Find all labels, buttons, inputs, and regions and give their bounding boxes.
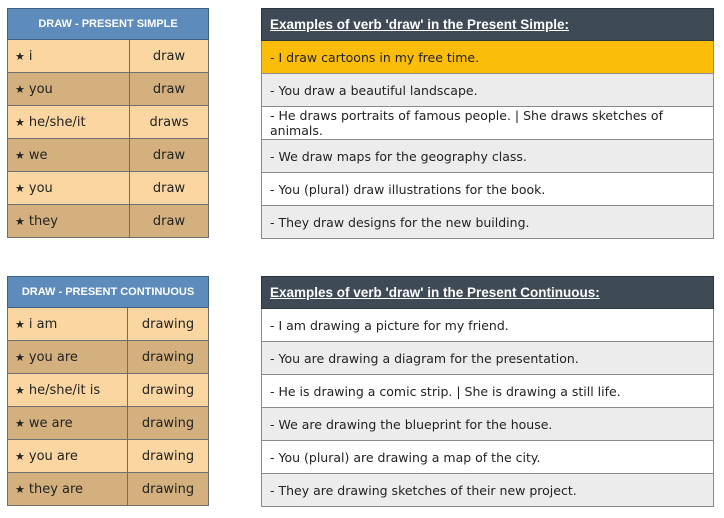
conjugation-row [8,308,209,341]
example-text: - I draw cartoons in my free time. [262,41,714,74]
verb-form: draws [130,106,209,139]
star-icon: ★ [15,449,25,463]
conjugation-row [8,172,209,205]
present-simple-conjugation-table [7,8,209,238]
pronoun: you are [28,448,78,464]
present-simple-examples-table [261,8,714,239]
example-text: - I am drawing a picture for my friend. [262,309,714,342]
verb-form: drawing [128,440,209,473]
example-row [262,140,714,173]
example-row [262,74,714,107]
star-icon: ★ [15,115,25,129]
example-row [262,206,714,239]
example-row [262,41,714,74]
example-row [262,173,714,206]
example-text: - We draw maps for the geography class. [262,140,714,173]
pronoun: i am [28,316,58,332]
example-text: - You are drawing a diagram for the presentation. [262,342,714,375]
conjugation-row [8,73,209,106]
table-header: DRAW - PRESENT SIMPLE [8,9,209,40]
pronoun: we [28,147,48,163]
verb-form: drawing [128,407,209,440]
example-row [262,309,714,342]
star-icon: ★ [15,383,25,397]
verb-form: draw [130,205,209,238]
pronoun: he/she/it [28,114,86,130]
example-row [262,441,714,474]
conjugation-row [8,473,209,506]
verb-form: draw [130,73,209,106]
star-icon: ★ [15,49,25,63]
conjugation-row [8,341,209,374]
pronoun: you [28,180,53,196]
examples-header: Examples of verb 'draw' in the Present Simple: [262,9,714,41]
star-icon: ★ [15,317,25,331]
pronoun: they [28,213,58,229]
conjugation-row [8,40,209,73]
verb-form: drawing [128,308,209,341]
verb-form: draw [130,172,209,205]
verb-form: drawing [128,473,209,506]
example-text: - We are drawing the blueprint for the house. [262,408,714,441]
pronoun: i [28,48,33,64]
pronoun: you [28,81,53,97]
example-row [262,342,714,375]
star-icon: ★ [15,181,25,195]
pronoun: he/she/it is [28,382,101,398]
example-text: - They draw designs for the new building. [262,206,714,239]
table-header: DRAW - PRESENT CONTINUOUS [8,277,209,308]
verb-form: draw [130,40,209,73]
star-icon: ★ [15,82,25,96]
conjugation-row [8,407,209,440]
present-continuous-examples-table [261,276,714,507]
example-text: - They are drawing sketches of their new project. [262,474,714,507]
present-continuous-conjugation-table [7,276,209,506]
example-row [262,408,714,441]
pronoun: they are [28,481,84,497]
star-icon: ★ [15,214,25,228]
example-row [262,474,714,507]
conjugation-row [8,106,209,139]
star-icon: ★ [15,148,25,162]
example-text: - You (plural) are drawing a map of the city. [262,441,714,474]
verb-form: draw [130,139,209,172]
conjugation-row [8,440,209,473]
conjugation-row [8,139,209,172]
pronoun: you are [28,349,78,365]
star-icon: ★ [15,482,25,496]
star-icon: ★ [15,350,25,364]
example-text: - You draw a beautiful landscape. [262,74,714,107]
pronoun: we are [28,415,73,431]
verb-form: drawing [128,374,209,407]
conjugation-row [8,374,209,407]
example-text: - You (plural) draw illustrations for the book. [262,173,714,206]
examples-header: Examples of verb 'draw' in the Present Continuous: [262,277,714,309]
verb-form: drawing [128,341,209,374]
example-text: - He draws portraits of famous people. | She draws sketches of animals. [262,107,714,140]
example-text: - He is drawing a comic strip. | She is drawing a still life. [262,375,714,408]
conjugation-row [8,205,209,238]
star-icon: ★ [15,416,25,430]
example-row [262,375,714,408]
example-row [262,107,714,140]
